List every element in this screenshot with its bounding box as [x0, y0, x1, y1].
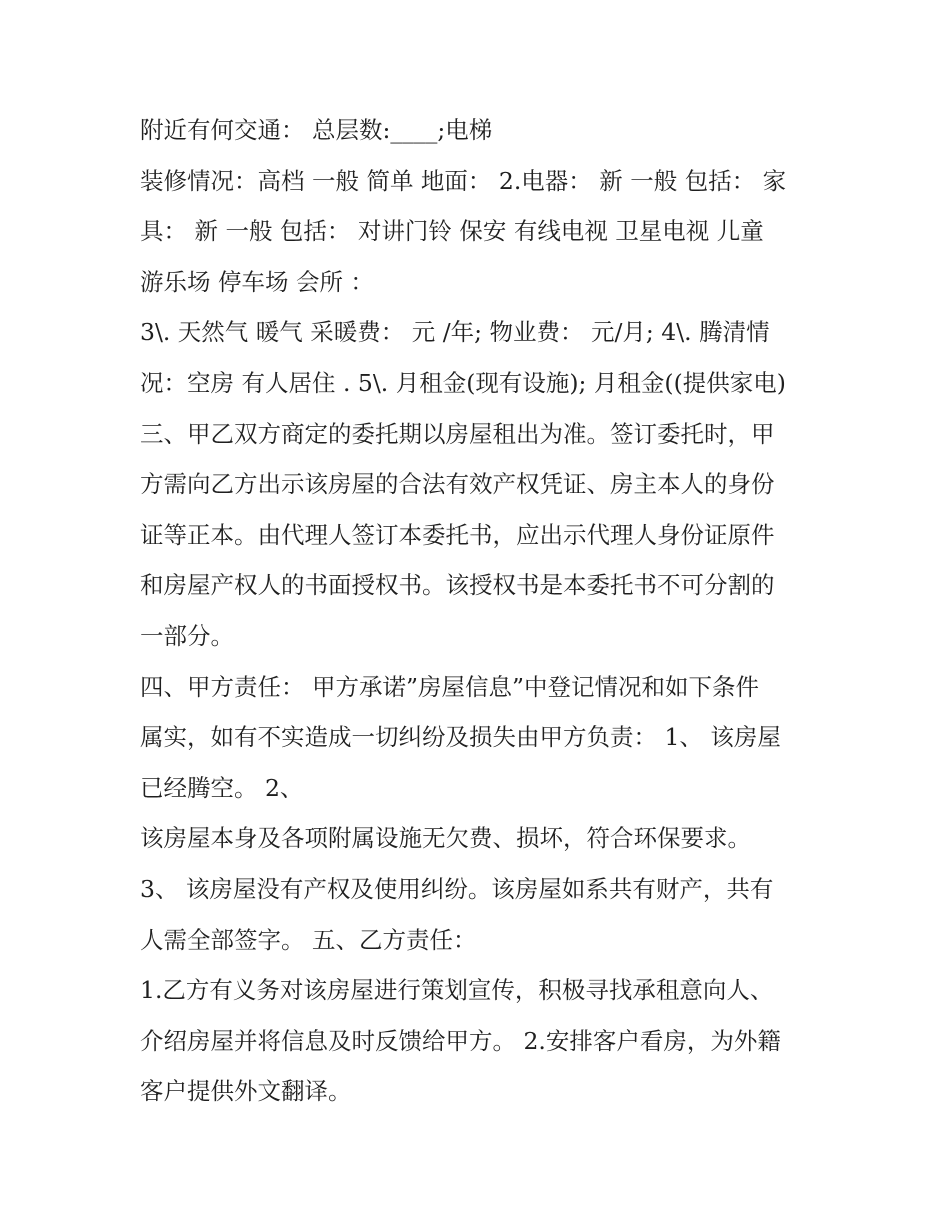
text-line: 1.乙方有义务对该房屋进行策划宣传，积极寻找承租意向人、 — [140, 976, 774, 1005]
text-line: 介绍房屋并将信息及时反馈给甲方。 2.安排客户看房，为外籍 — [140, 1026, 781, 1055]
text-line: 人需全部签字。 五、乙方责任： — [140, 925, 477, 954]
text-line: 具： 新 一般 包括： 对讲门铃 保安 有线电视 卫星电视 儿童 — [140, 217, 764, 246]
text-line: 已经腾空。 2、 — [140, 773, 304, 802]
text-line: 装修情况：高档 一般 简单 地面： 2.电器： 新 一般 包括： 家 — [140, 166, 787, 195]
document-body — [140, 105, 820, 1117]
text-line: 该房屋本身及各项附属设施无欠费、损坏，符合环保要求。 — [140, 824, 751, 853]
text-line: 3、 该房屋没有产权及使用纠纷。该房屋如系共有财产，共有 — [140, 874, 774, 903]
text-line: 四、甲方责任： 甲方承诺”房屋信息”中登记情况和如下条件 — [140, 672, 759, 701]
text-line: 附近有何交通： 总层数:____;电梯 — [140, 116, 493, 144]
text-line: 证等正本。由代理人签订本委托书，应出示代理人身份证原件 — [140, 520, 775, 549]
text-line: 3\. 天然气 暖气 采暖费： 元 /年; 物业费： 元/月; 4\. 腾清情 — [140, 318, 770, 347]
text-line: 方需向乙方出示该房屋的合法有效产权凭证、房主本人的身份 — [140, 470, 775, 499]
text-line: 和房屋产权人的书面授权书。该授权书是本委托书不可分割的 — [140, 571, 775, 600]
text-line: 三、甲乙双方商定的委托期以房屋租出为准。签订委托时，甲 — [140, 419, 775, 448]
text-line: 属实，如有不实造成一切纠纷及损失由甲方负责： 1、 该房屋 — [140, 723, 781, 752]
text-line: 况：空房 有人居住 . 5\. 月租金(现有设施); 月租金((提供家电) — [140, 368, 786, 397]
text-line: 客户提供外文翻译。 — [140, 1077, 352, 1106]
text-line: 一部分。 — [140, 621, 234, 650]
text-line: 游乐场 停车场 会所 ： — [140, 267, 374, 296]
